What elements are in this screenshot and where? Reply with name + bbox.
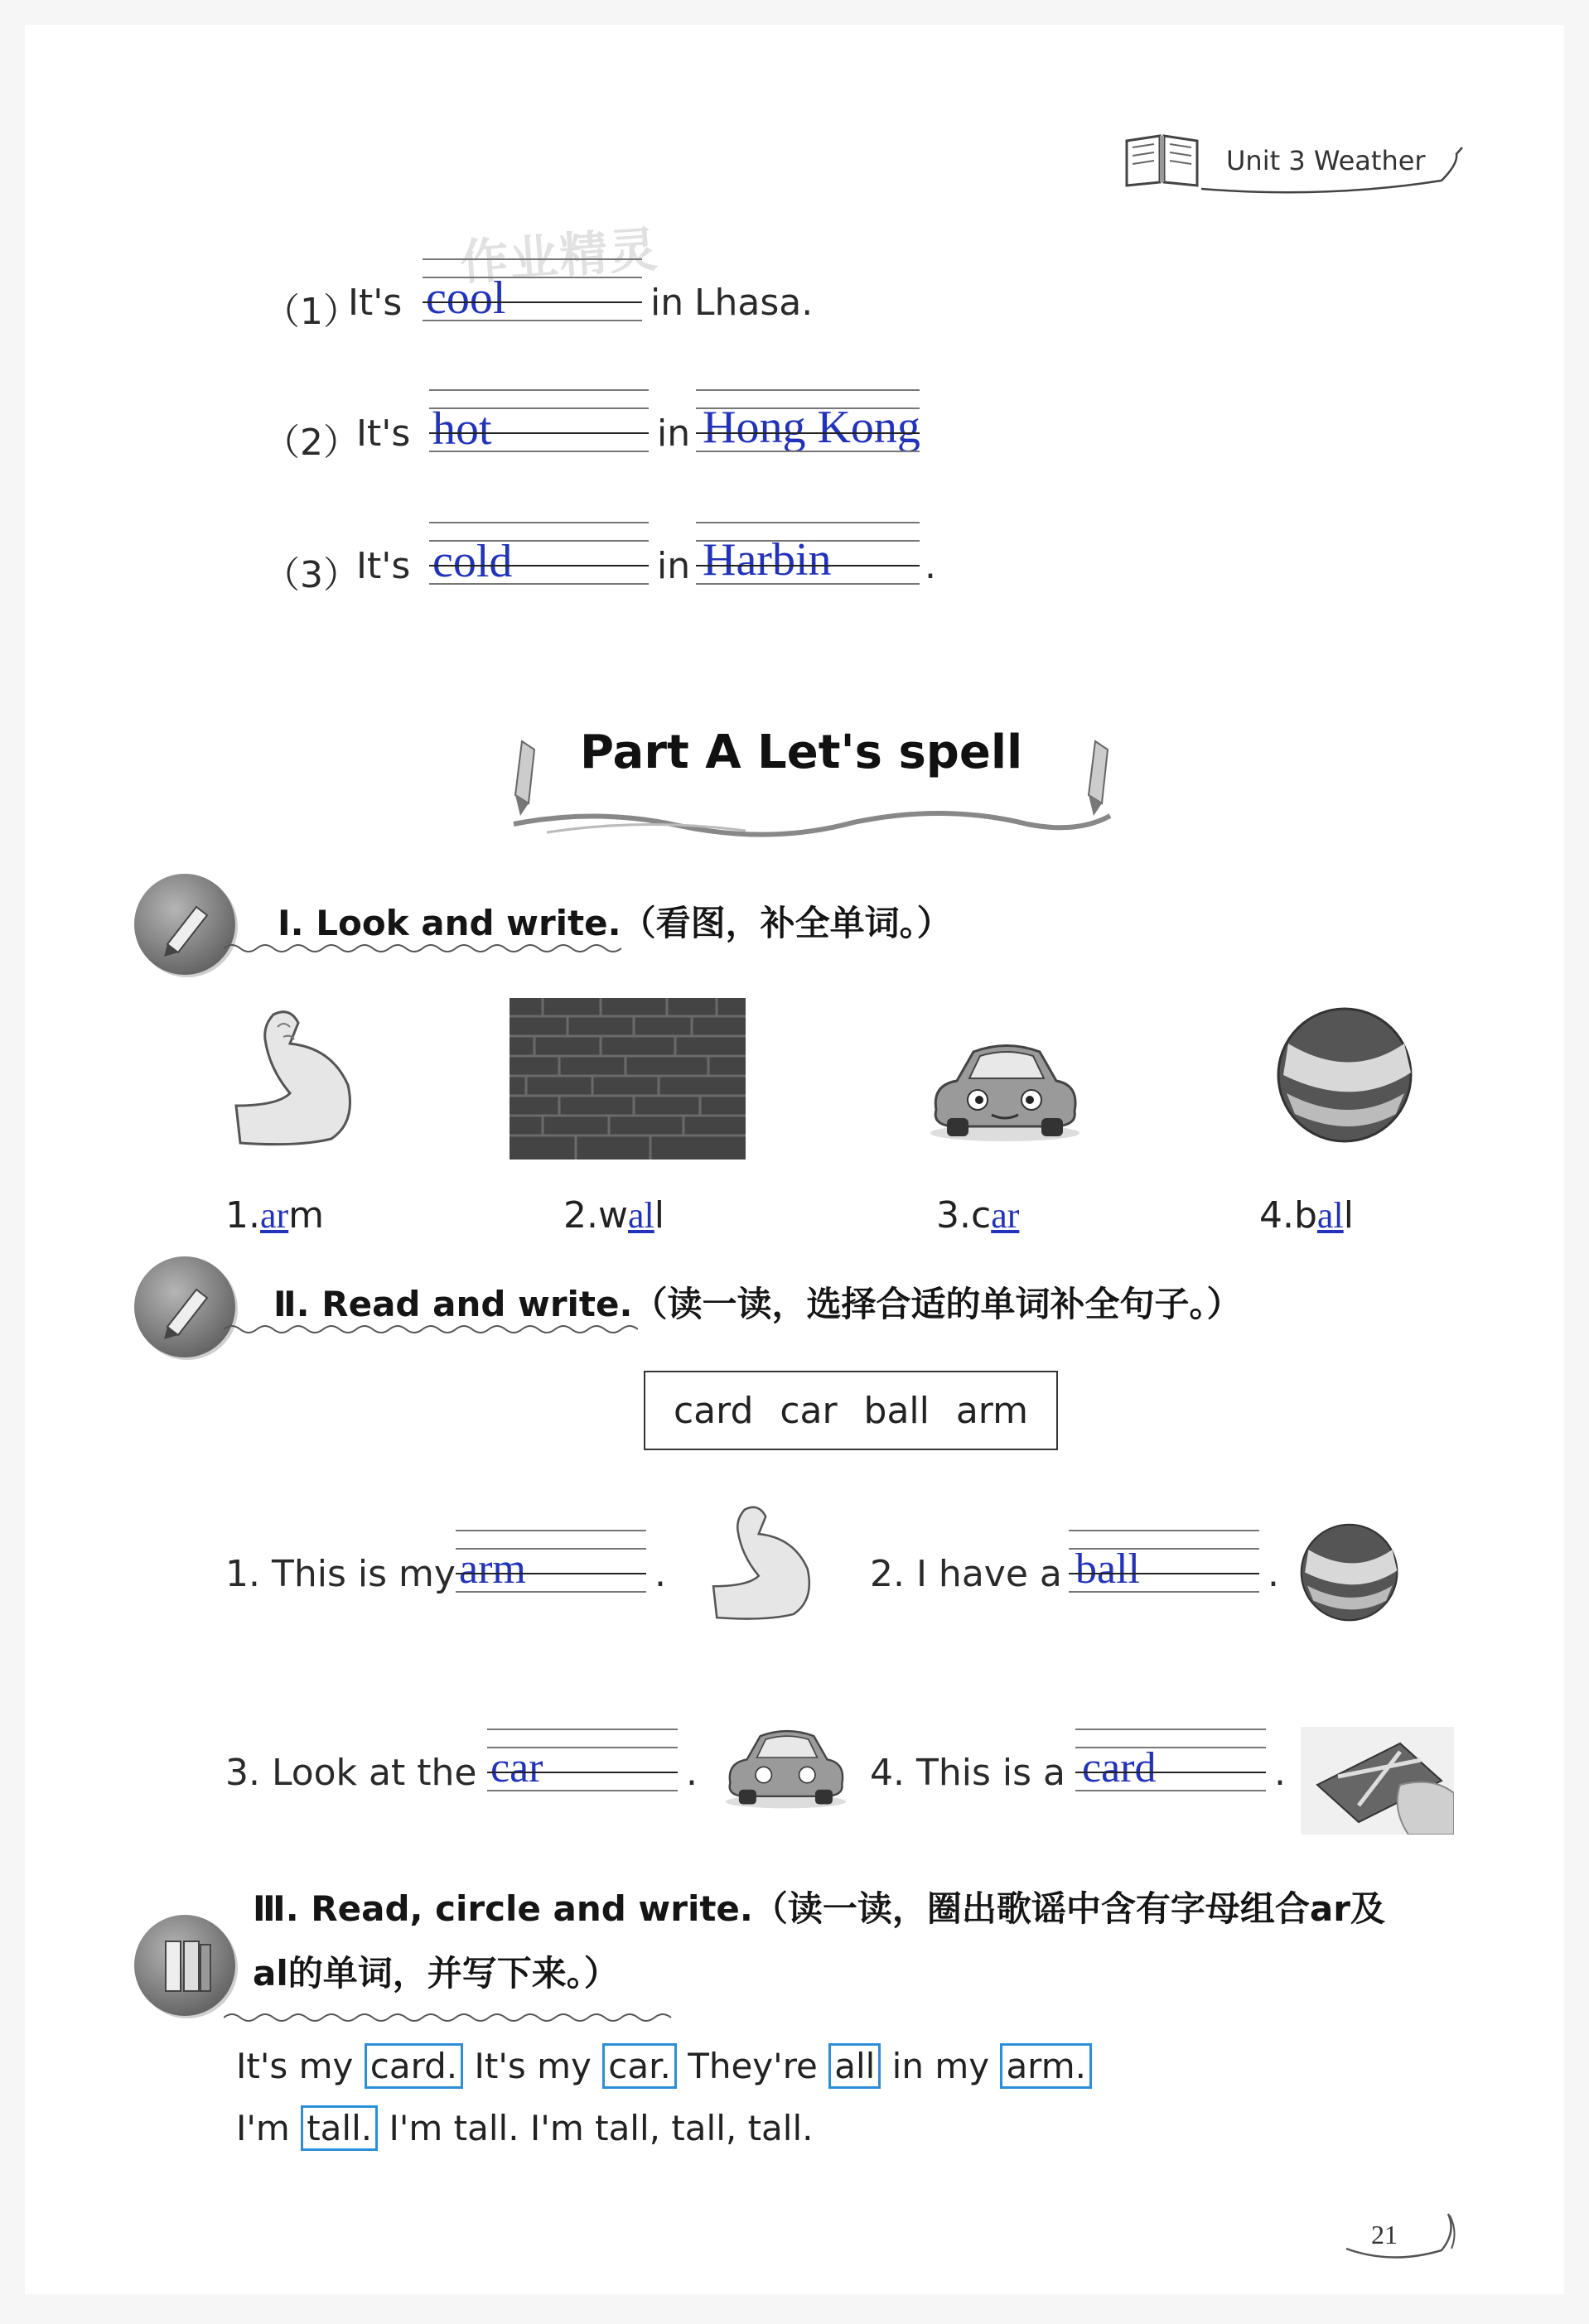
read-write-answer: ball [1075, 1545, 1140, 1593]
writing-line [423, 258, 642, 260]
pencil-icon [134, 874, 235, 975]
sentence-prefix: It's [348, 282, 403, 324]
sentence-prefix: It's [356, 545, 411, 587]
sentence-end: . [654, 1553, 666, 1595]
chant-text: It's my [236, 2046, 365, 2086]
look-write-answer: ar [259, 1195, 289, 1236]
books-icon [134, 1915, 235, 2016]
arm-icon [708, 1499, 816, 1632]
chant-text: I'm [236, 2108, 302, 2148]
writing-line [1075, 1747, 1266, 1748]
writing-line [1075, 1772, 1266, 1773]
chant-line-1 [236, 2046, 1092, 2086]
sentence-end: . [686, 1752, 698, 1794]
look-write-letters: l [654, 1194, 664, 1237]
writing-line [487, 1747, 678, 1748]
section-1-title-cn: （看图，补全单词。） [621, 903, 952, 943]
writing-line [429, 407, 649, 409]
writing-line [696, 540, 920, 542]
weather-answer: cold [432, 536, 513, 587]
writing-line [1069, 1548, 1259, 1550]
writing-line [429, 389, 649, 391]
writing-line [1069, 1591, 1259, 1593]
look-write-letters: b [1293, 1194, 1317, 1237]
look-write-answer: al [627, 1195, 654, 1236]
look-write-item [225, 1194, 324, 1237]
writing-line [429, 451, 649, 452]
look-write-letters: c [970, 1194, 992, 1237]
writing-line [456, 1591, 646, 1593]
writing-line [429, 540, 649, 542]
writing-line [696, 432, 920, 434]
section-2-title [273, 1277, 1241, 1327]
look-write-letters: m [288, 1194, 325, 1237]
writing-line [1069, 1573, 1259, 1574]
writing-line [1075, 1729, 1266, 1730]
writing-line [1075, 1790, 1266, 1791]
look-write-letters: 1. [225, 1194, 260, 1237]
card-image [1301, 1727, 1454, 1835]
car-image [719, 1723, 852, 1810]
sentence-number: （1） [263, 291, 360, 333]
page-number: 21 [1371, 2220, 1398, 2249]
place-answer: Hong Kong [703, 402, 920, 453]
book-icon [1123, 133, 1201, 187]
circled-word: car. [602, 2043, 677, 2089]
writing-line [696, 451, 920, 452]
place-answer: Harbin [703, 534, 832, 586]
word-bank [644, 1371, 1058, 1450]
wall-image [510, 998, 746, 1160]
part-title: Part A Let's spell [580, 726, 1023, 779]
read-write-sentence: 4. This is a [870, 1752, 1065, 1794]
sentence-in: in [657, 412, 691, 455]
chant-text: in my [881, 2046, 1001, 2086]
writing-line [696, 407, 920, 409]
look-write-item [563, 1194, 664, 1237]
chant-text: I'm tall. I'm tall, tall, tall. [378, 2108, 814, 2148]
section-2-title-cn: （读一读，选择合适的单词补全句子。） [632, 1284, 1242, 1324]
circled-word: arm. [1000, 2043, 1092, 2089]
chant-text: It's my [463, 2046, 603, 2086]
place-text: Lhasa. [694, 282, 814, 324]
writing-line [429, 583, 649, 585]
writing-line [429, 432, 649, 434]
read-write-answer: card [1082, 1744, 1157, 1791]
word-bank-item: ball [863, 1389, 930, 1432]
section-1-title [278, 896, 952, 946]
writing-line [456, 1548, 646, 1550]
sentence-in: in [650, 282, 684, 324]
look-write-letters: l [1343, 1194, 1354, 1237]
writing-line [1069, 1530, 1259, 1531]
read-write-answer: car [490, 1744, 543, 1791]
sentence-end: . [1268, 1553, 1279, 1595]
look-write-letters: 3. [936, 1194, 971, 1237]
writing-line [696, 522, 920, 523]
look-write-item [936, 1194, 1019, 1237]
writing-line [429, 565, 649, 567]
writing-line [487, 1729, 678, 1730]
look-write-answer: al [1316, 1195, 1344, 1236]
car-image [924, 1035, 1085, 1143]
section-3-title-cn: （读一读，圈出歌谣中含有字母组合ar及 [752, 1888, 1385, 1929]
page-number-swoosh [1342, 2207, 1458, 2265]
weather-answer: hot [432, 403, 492, 455]
ball-image [1272, 1002, 1421, 1151]
sentence-end: . [1274, 1752, 1286, 1794]
circled-word: tall. [301, 2105, 378, 2151]
section-3-title-line2: al的单词，并写下来。） [253, 1953, 619, 1994]
circled-word: card. [365, 2043, 463, 2089]
unit-title: Unit 3 Weather [1226, 145, 1426, 176]
read-write-sentence: 3. Look at the [225, 1752, 477, 1794]
writing-line [696, 565, 920, 567]
look-write-answer: ar [991, 1195, 1020, 1236]
weather-answer: cool [426, 272, 506, 324]
word-bank-item: arm [955, 1389, 1028, 1432]
section-3-underline [224, 2009, 679, 2026]
word-bank-item: car [780, 1389, 838, 1432]
section-2-title-en: Ⅱ. Read and write. [273, 1284, 633, 1324]
writing-line [456, 1573, 646, 1574]
arm-icon [232, 1002, 356, 1160]
writing-line [696, 389, 920, 391]
writing-line [423, 277, 642, 278]
sentence-end: . [925, 545, 936, 587]
look-write-letters: 2. [563, 1194, 598, 1237]
writing-line [696, 583, 920, 585]
chant-text: They're [676, 2046, 829, 2086]
writing-line [429, 522, 649, 523]
sentence-number: （2） [263, 422, 360, 464]
writing-line [456, 1530, 646, 1531]
circled-word: all [828, 2043, 881, 2089]
pencil-icon [134, 1256, 235, 1357]
ball-image [1297, 1520, 1404, 1627]
writing-line [487, 1772, 678, 1773]
section-3-title [253, 1882, 1385, 1931]
writing-line [423, 301, 642, 303]
watermark: 作业精灵 [458, 220, 661, 292]
writing-line [487, 1790, 678, 1791]
section-3-title-en: Ⅲ. Read, circle and write. [253, 1888, 753, 1929]
read-write-answer: arm [459, 1545, 526, 1593]
word-bank-item: card [673, 1389, 754, 1432]
read-write-sentence: 2. I have a [870, 1553, 1062, 1595]
section-1-title-en: Ⅰ. Look and write. [278, 903, 621, 943]
sentence-number: （3） [263, 554, 360, 596]
chant-line-2 [236, 2108, 813, 2148]
read-write-sentence: 1. This is my [225, 1553, 456, 1595]
look-write-item [1259, 1194, 1354, 1237]
sentence-prefix: It's [356, 412, 411, 455]
look-write-letters: 4. [1259, 1194, 1294, 1237]
writing-line [423, 320, 642, 321]
look-write-letters: w [597, 1194, 628, 1237]
sentence-in: in [657, 545, 691, 587]
